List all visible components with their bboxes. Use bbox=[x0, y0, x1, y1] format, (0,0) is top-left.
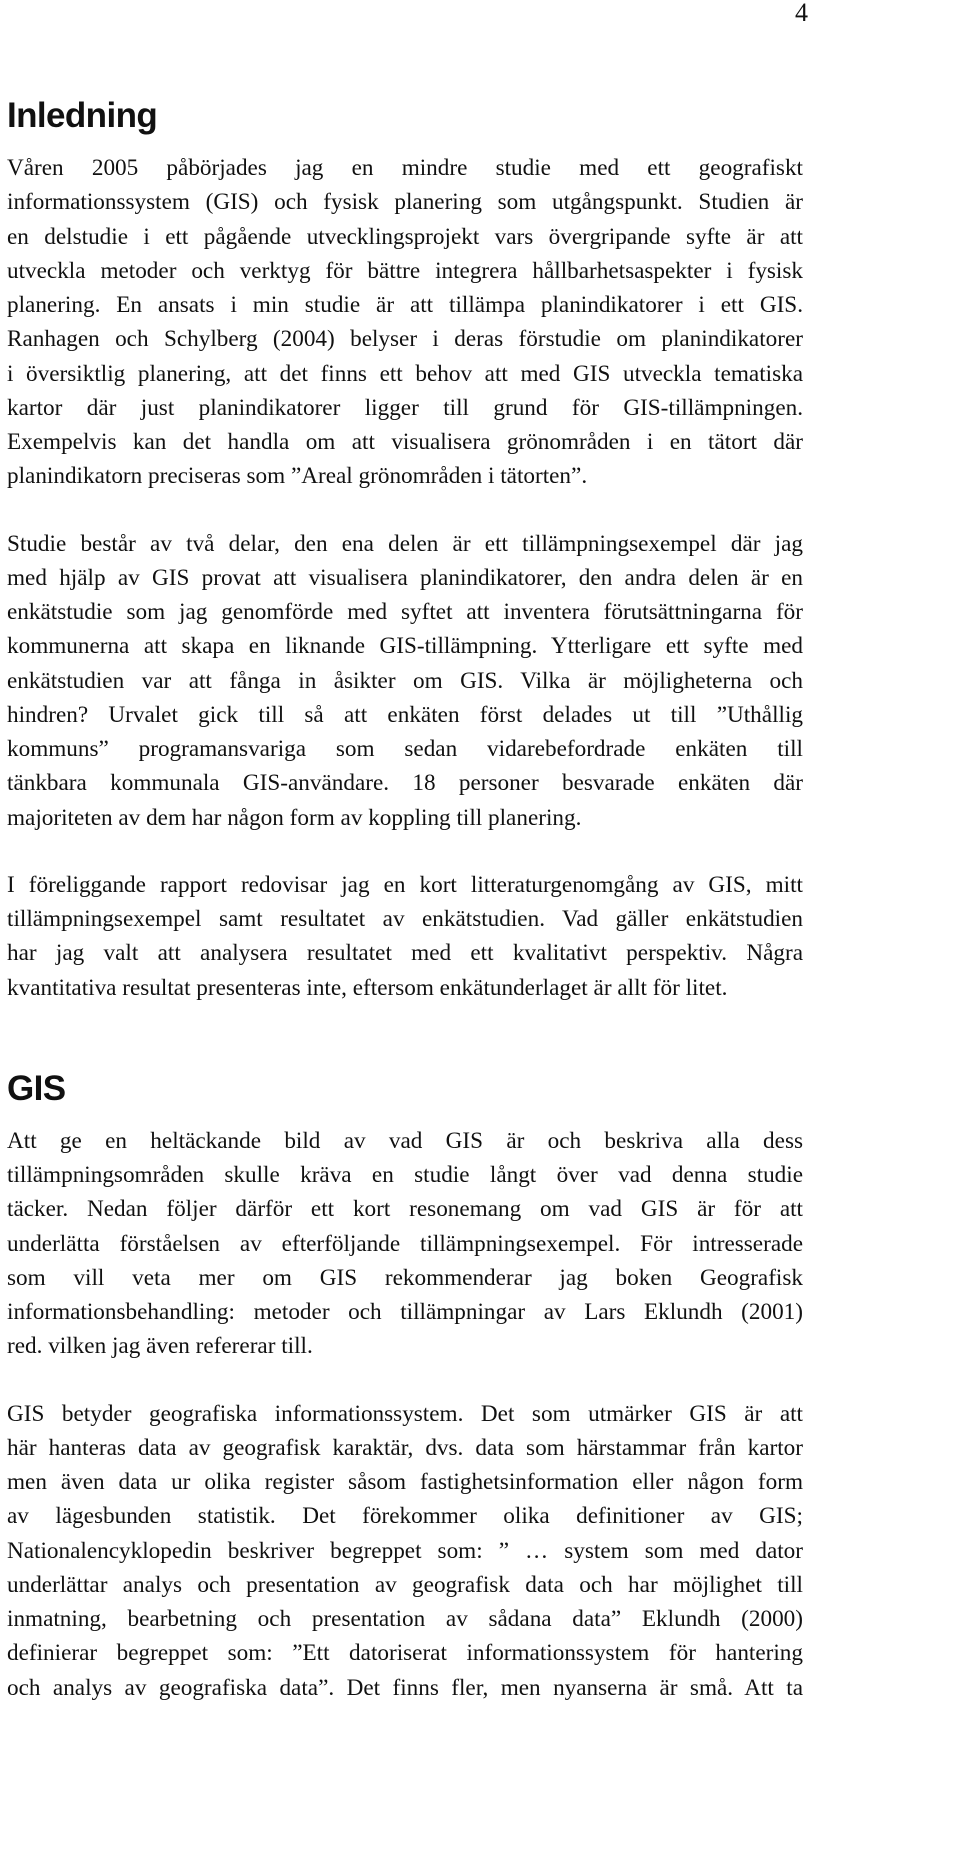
text-line: en delstudie i ett pågående utvecklingsprojekt vars övergripande syfte är att bbox=[7, 223, 803, 250]
text-line: majoriteten av dem har någon form av koppling till planering. bbox=[7, 804, 582, 831]
text-line: planering. En ansats i min studie är att tillämpa planindikatorer i ett GIS. bbox=[7, 292, 803, 318]
text-line: utveckla metoder och verktyg för bättre integrera hållbarhetsaspekter i fysisk bbox=[7, 257, 803, 284]
text-line: enkätstudien var att fånga in åsikter om GIS. Vilka är möjligheterna och bbox=[7, 667, 803, 694]
text-line: Att ge en heltäckande bild av vad GIS är och beskriva alla dess bbox=[7, 1127, 803, 1154]
text-line: planindikatorn preciseras som ”Areal grönområden i tätorten”. bbox=[7, 463, 588, 490]
paragraph bbox=[7, 527, 803, 835]
text-line: informationsbehandling: metoder och tillämpningar av Lars Eklundh (2001) bbox=[7, 1299, 803, 1325]
text-line: underlätta förståelsen av efterföljande tillämpningsexempel. För intresserade bbox=[7, 1230, 803, 1257]
text-line: Studie består av två delar, den ena delen är ett tillämpningsexempel där jag bbox=[7, 530, 803, 557]
text-line: Våren 2005 påbörjades jag en mindre studie med ett geografiskt bbox=[7, 155, 803, 181]
paragraph bbox=[7, 151, 803, 494]
text-line: men även data ur olika register såsom fastighetsinformation eller någon form bbox=[7, 1469, 803, 1495]
text-line: Exempelvis kan det handla om att visualisera grönområden i en tätort där bbox=[7, 429, 803, 455]
text-line: definierar begreppet som: ”Ett datoriserat informationssystem för hantering bbox=[7, 1640, 803, 1667]
text-line: kommunerna att skapa en liknande GIS-tillämpning. Ytterligare ett syfte med bbox=[7, 633, 803, 660]
text-line: kommuns” programansvariga som sedan vidarebefordrade enkäten till bbox=[7, 736, 803, 762]
text-line: har jag valt att analysera resultatet med ett kvalitativt perspektiv. Några bbox=[7, 940, 803, 967]
page-number: 4 bbox=[795, 0, 808, 27]
section-heading-gis: GIS bbox=[7, 1068, 66, 1108]
text-line: här hanteras data av geografisk karaktär, dvs. data som härstammar från kartor bbox=[7, 1434, 803, 1461]
text-line: I föreliggande rapport redovisar jag en kort litteraturgenomgång av GIS, mitt bbox=[7, 871, 803, 898]
text-line: tänkbara kommunala GIS-användare. 18 personer besvarade enkäten där bbox=[7, 770, 803, 797]
text-line: och analys av geografiska data”. Det finns fler, men nyanserna är små. Att ta bbox=[7, 1674, 803, 1701]
text-line: av lägesbunden statistik. Det förekommer olika definitioner av GIS; bbox=[7, 1503, 803, 1530]
text-line: Ranhagen och Schylberg (2004) belyser i deras förstudie om planindikatorer bbox=[7, 326, 803, 353]
text-line: tillämpningsexempel samt resultatet av enkätstudien. Vad gäller enkätstudien bbox=[7, 906, 803, 932]
text-line: med hjälp av GIS provat att visualisera planindikatorer, den andra delen är en bbox=[7, 564, 803, 591]
paragraph bbox=[7, 1397, 803, 1705]
text-line: enkätstudie som jag genomförde med syftet att inventera förutsättningarna för bbox=[7, 599, 803, 625]
paragraph bbox=[7, 868, 803, 1005]
text-line: som vill veta mer om GIS rekommenderar jag boken Geografisk bbox=[7, 1264, 803, 1291]
text-line: informationssystem (GIS) och fysisk planering som utgångspunkt. Studien är bbox=[7, 189, 803, 216]
section-heading-inledning: Inledning bbox=[7, 96, 158, 135]
text-line: täcker. Nedan följer därför ett kort resonemang om vad GIS är för att bbox=[7, 1196, 803, 1223]
text-line: i översiktlig planering, att det finns ett behov att med GIS utveckla tematiska bbox=[7, 360, 803, 387]
text-line: hindren? Urvalet gick till så att enkäten först delades ut till ”Uthållig bbox=[7, 701, 803, 728]
text-line: underlättar analys och presentation av geografisk data och har möjlighet till bbox=[7, 1571, 803, 1598]
text-line: GIS betyder geografiska informationssystem. Det som utmärker GIS är att bbox=[7, 1400, 803, 1427]
text-line: tillämpningsområden skulle kräva en studie långt över vad denna studie bbox=[7, 1162, 803, 1188]
text-line: inmatning, bearbetning och presentation av sådana data” Eklundh (2000) bbox=[7, 1606, 803, 1632]
text-line: kvantitativa resultat presenteras inte, eftersom enkätunderlaget är allt för litet. bbox=[7, 974, 728, 1001]
text-line: red. vilken jag även refererar till. bbox=[7, 1333, 313, 1360]
text-line: kartor där just planindikatorer ligger till grund för GIS-tillämpningen. bbox=[7, 394, 803, 421]
paragraph bbox=[7, 1124, 803, 1364]
document-body bbox=[7, 94, 803, 1705]
text-line: Nationalencyklopedin beskriver begreppet som: ” … system som med dator bbox=[7, 1537, 803, 1564]
